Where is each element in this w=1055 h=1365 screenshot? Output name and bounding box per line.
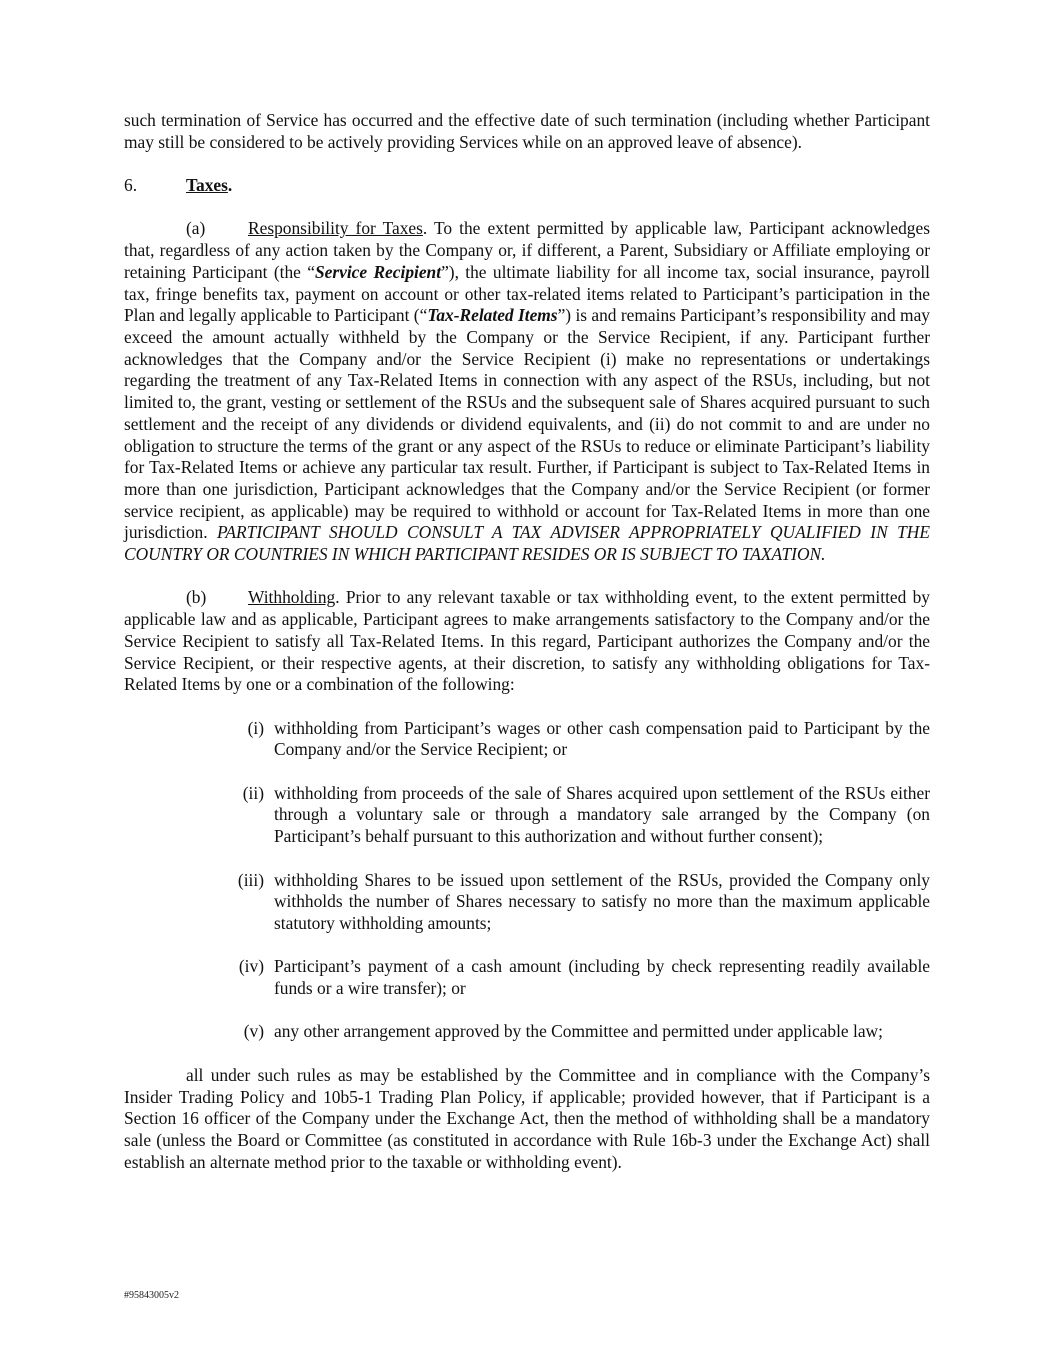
term-tax-related-items: Tax-Related Items <box>427 305 558 326</box>
paragraph-b <box>124 587 930 696</box>
section-heading <box>124 175 930 197</box>
list-item-number: (ii) <box>242 782 264 803</box>
list-item <box>214 956 930 999</box>
document-page <box>124 110 930 1173</box>
paragraph-a-text-3: ”) is and remains Participant’s responsibility and may exceed the amount actually withheld by the Company or the Service Recipient, if any. Participant further acknowledges that the Company and/or the Service Recipient (i) make no representations or undertakings regarding the treatment of any Tax-Related Items in connection with any aspect of the RSUs, including, but not limited to, the grant, vesting or settlement of the RSUs and the subsequent sale of Shares acquired pursuant to such settlement and the receipt of any dividends or dividend equivalents, and (ii) do not commit to and are under no obligation to structure the terms of the grant or any aspect of the RSUs to reduce or eliminate Participant’s liability for Tax-Related Items or achieve any particular tax result. Further, if Participant is subject to Tax-Related Items in more than one jurisdiction, Participant acknowledges that the Company and/or the Service Recipient (or former service recipient, as applicable) may be required to withhold or account for Tax-Related Items in more than one jurisdiction. <box>124 305 930 543</box>
list-item-number: (iii) <box>237 869 264 890</box>
list-item <box>214 718 930 761</box>
paragraph-b-heading: Withholding <box>248 587 336 608</box>
term-service-recipient: Service Recipient <box>314 261 442 282</box>
closing-paragraph: all under such rules as may be established by the Committee and in compliance with the Company’s Insider Trading Policy and 10b5-1 Trading Plan Policy, if applicable; provided however, that if Participant is a Section 16 officer of the Company under the Exchange Act, then the method of withholding shall be a mandatory sale (unless the Board or Committee (as constituted in accordance with Rule 16b-3 under the Exchange Act) shall establish an alternate method prior to the taxable or withholding event). <box>124 1064 930 1172</box>
list-item-text: withholding from proceeds of the sale of Shares acquired upon settlement of the RSUs either through a voluntary sale or through a mandatory sale arranged by the Company (on Participant’s behalf pursuant to this authorization and without further consent); <box>274 782 930 847</box>
list-item <box>214 870 930 935</box>
paragraph-a-heading: Responsibility for Taxes <box>248 218 423 239</box>
section-title-period: . <box>227 175 233 196</box>
paragraph-a-label: (a) <box>186 218 206 239</box>
paragraph-b-label: (b) <box>186 587 207 608</box>
paragraph-a-notice: PARTICIPANT SHOULD CONSULT A TAX ADVISER APPROPRIATELY QUALIFIED IN THE COUNTRY OR COUNTRIES IN WHICH PARTICIPANT RESIDES OR IS SUBJECT TO TAXATION. <box>124 522 930 565</box>
list-item-text: any other arrangement approved by the Committee and permitted under applicable law; <box>274 1021 883 1042</box>
paragraph-b-text: . Prior to any relevant taxable or tax withholding event, to the extent permitted by applicable law and as applicable, Participant agrees to make arrangements satisfactory to the Company and/or the Service Recipient to satisfy all Tax-Related Items. In this regard, Participant authorizes the Company and/or the Service Recipient, or their respective agents, at their discretion, to satisfy any withholding obligations for Tax-Related Items by one or a combination of the following: <box>124 587 930 695</box>
section-title: Taxes <box>186 175 228 196</box>
list-item-number: (v) <box>243 1021 264 1042</box>
list-item-text: withholding Shares to be issued upon settlement of the RSUs, provided the Company only withholds the number of Shares necessary to satisfy no more than the maximum applicable statutory withholding amounts; <box>274 869 930 933</box>
document-id-footer: #95843005v2 <box>124 1290 179 1301</box>
paragraph-a-text-2: ”), the ultimate liability for all income tax, social insurance, payroll tax, fringe benefits tax, payment on account or other tax-related items related to Participant’s participation in the Plan and legally applicable to Participant (“ <box>124 261 930 326</box>
list-item-text: withholding from Participant’s wages or other cash compensation paid to Participant by the Company and/or the Service Recipient; or <box>274 717 930 760</box>
paragraph-a-text-1: . To the extent permitted by applicable law, Participant acknowledges that, regardless of any action taken by the Company or, if different, a Parent, Subsidiary or Affiliate employing or retaining Participant (the “ <box>124 218 930 282</box>
list-item-number: (i) <box>247 717 264 738</box>
paragraph-a <box>124 218 930 565</box>
list-item-number: (iv) <box>238 956 264 977</box>
list-item <box>214 1021 930 1043</box>
list-item-text: Participant’s payment of a cash amount (including by check representing readily available funds or a wire transfer); or <box>274 956 930 999</box>
intro-paragraph: such termination of Service has occurred and the effective date of such termination (including whether Participant may still be considered to be actively providing Services while on an approved leave of absence). <box>124 110 930 152</box>
list-item <box>214 783 930 848</box>
section-number: 6. <box>124 175 138 196</box>
